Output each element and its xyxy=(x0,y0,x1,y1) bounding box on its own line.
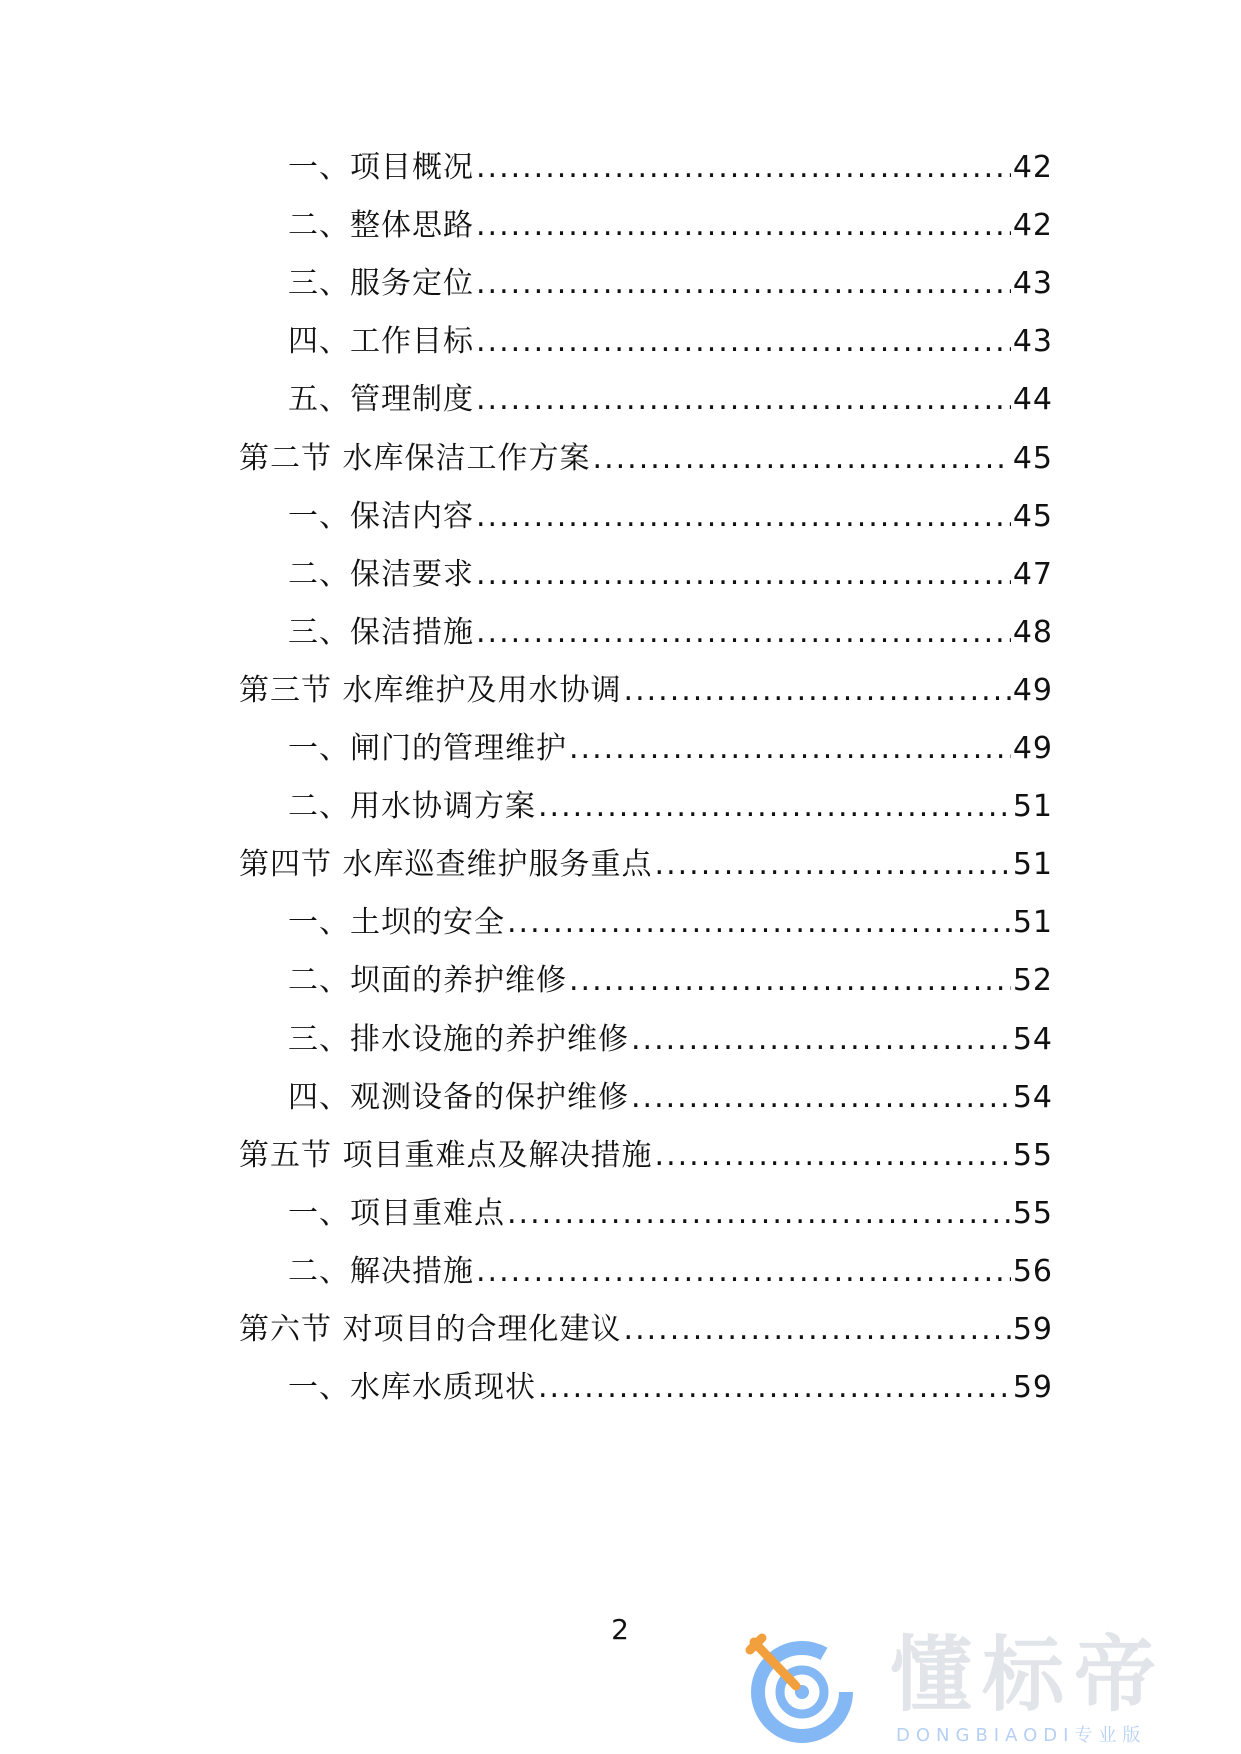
target-logo-icon xyxy=(740,1628,860,1748)
toc-entry-page: 59 xyxy=(1012,1370,1053,1406)
toc-entry-page: 51 xyxy=(1012,789,1053,825)
toc-entry-title: 三、排水设施的养护维修 xyxy=(288,1021,629,1057)
toc-section-entry[interactable] xyxy=(239,669,1053,713)
watermark xyxy=(740,1628,1220,1748)
toc-dot-leader xyxy=(593,437,1011,481)
toc-entry-title: 四、观测设备的保护维修 xyxy=(288,1079,629,1115)
toc-dot-leader xyxy=(655,843,1011,887)
toc-dot-leader xyxy=(476,1250,1011,1294)
toc-entry-title: 三、保洁措施 xyxy=(288,614,474,650)
toc-entry-page: 51 xyxy=(1012,847,1053,883)
toc-dot-leader xyxy=(624,669,1011,713)
toc-entry-page: 49 xyxy=(1012,672,1053,708)
toc-entry[interactable] xyxy=(288,553,1053,597)
toc-entry-page: 43 xyxy=(1012,324,1053,360)
toc-section-entry[interactable] xyxy=(239,437,1053,481)
toc-dot-leader xyxy=(631,1076,1011,1120)
toc-entry-title: 第六节 对项目的合理化建议 xyxy=(239,1312,622,1347)
toc-dot-leader xyxy=(569,959,1011,1003)
toc-dot-leader xyxy=(476,262,1011,306)
toc-entry-page: 44 xyxy=(1012,382,1053,418)
toc-entry[interactable] xyxy=(288,495,1053,539)
toc-entry-title: 三、服务定位 xyxy=(288,266,474,302)
toc-section-entry[interactable] xyxy=(239,1134,1053,1178)
toc-entry-title: 一、水库水质现状 xyxy=(288,1370,536,1406)
toc-entry-page: 52 xyxy=(1012,963,1053,999)
toc-entry-page: 42 xyxy=(1012,208,1053,244)
toc-dot-leader xyxy=(476,553,1011,597)
toc-dot-leader xyxy=(507,901,1011,945)
toc-entry-page: 56 xyxy=(1012,1253,1053,1289)
toc-entry-title: 第二节 水库保洁工作方案 xyxy=(239,440,591,476)
toc-entry[interactable] xyxy=(288,959,1053,1003)
toc-entry-title: 二、坝面的养护维修 xyxy=(288,963,567,999)
toc-dot-leader xyxy=(476,146,1011,190)
toc-entry-title: 二、整体思路 xyxy=(288,208,474,244)
toc-entry[interactable] xyxy=(288,611,1053,655)
toc-entry-title: 第三节 水库维护及用水协调 xyxy=(239,672,622,708)
toc-entry[interactable] xyxy=(288,727,1053,771)
watermark-brand-text: 懂标帝 xyxy=(890,1628,1167,1723)
toc-entry[interactable] xyxy=(288,1192,1053,1236)
toc-entry-page: 48 xyxy=(1012,614,1053,650)
toc-entry-page: 43 xyxy=(1012,266,1053,302)
toc-entry-page: 55 xyxy=(1012,1195,1053,1231)
toc-dot-leader xyxy=(538,785,1011,829)
toc-entry-title: 二、保洁要求 xyxy=(288,556,474,592)
toc-entry-title: 一、闸门的管理维护 xyxy=(288,731,567,766)
toc-dot-leader xyxy=(538,1366,1011,1410)
page-number: 2 xyxy=(611,1613,629,1646)
toc-entry-page: 55 xyxy=(1012,1137,1053,1173)
toc-entry-page: 51 xyxy=(1012,905,1053,941)
toc-entry[interactable] xyxy=(288,1018,1053,1062)
toc-entry[interactable] xyxy=(288,146,1053,190)
toc-entry-title: 四、工作目标 xyxy=(288,324,474,360)
toc-entry-title: 第五节 项目重难点及解决措施 xyxy=(239,1137,653,1173)
toc-dot-leader xyxy=(476,320,1011,364)
toc-entry[interactable] xyxy=(288,378,1053,422)
toc-entry-page: 49 xyxy=(1012,731,1053,766)
toc-dot-leader xyxy=(624,1308,1011,1352)
toc-entry-title: 五、管理制度 xyxy=(288,382,474,418)
toc-dot-leader xyxy=(569,727,1011,771)
toc-entry[interactable] xyxy=(288,204,1053,248)
toc-entry[interactable] xyxy=(288,320,1053,364)
toc-entry[interactable] xyxy=(288,1076,1053,1120)
toc-entry-page: 45 xyxy=(1012,498,1053,534)
toc-dot-leader xyxy=(507,1192,1011,1236)
toc-entry-title: 二、用水协调方案 xyxy=(288,789,536,825)
toc-entry-page: 45 xyxy=(1012,440,1053,476)
toc-section-entry[interactable] xyxy=(239,843,1053,887)
toc-dot-leader xyxy=(631,1018,1011,1062)
toc-dot-leader xyxy=(476,204,1011,248)
toc-dot-leader xyxy=(655,1134,1011,1178)
watermark-sub-text: DONGBIAODI专业版 xyxy=(896,1725,1147,1746)
toc-entry[interactable] xyxy=(288,785,1053,829)
toc-dot-leader xyxy=(476,611,1011,655)
toc-section-entry[interactable] xyxy=(239,1308,1053,1352)
toc-entry-page: 42 xyxy=(1012,150,1053,185)
toc-entry[interactable] xyxy=(288,262,1053,306)
toc-entry-title: 一、保洁内容 xyxy=(288,498,474,534)
toc-entry-page: 54 xyxy=(1012,1079,1053,1115)
toc-entry[interactable] xyxy=(288,1250,1053,1294)
toc-entry[interactable] xyxy=(288,901,1053,945)
toc-dot-leader xyxy=(476,495,1011,539)
toc-entry-title: 一、项目概况 xyxy=(288,150,474,185)
toc-entry-page: 54 xyxy=(1012,1021,1053,1057)
toc-dot-leader xyxy=(476,378,1011,422)
toc-entry-title: 一、土坝的安全 xyxy=(288,905,505,941)
toc-entry-title: 第四节 水库巡查维护服务重点 xyxy=(239,847,653,883)
toc-entry-page: 59 xyxy=(1012,1312,1053,1347)
toc-entry-title: 一、项目重难点 xyxy=(288,1195,505,1231)
toc-entry[interactable] xyxy=(288,1366,1053,1410)
toc-entry-page: 47 xyxy=(1012,556,1053,592)
toc-entry-title: 二、解决措施 xyxy=(288,1253,474,1289)
